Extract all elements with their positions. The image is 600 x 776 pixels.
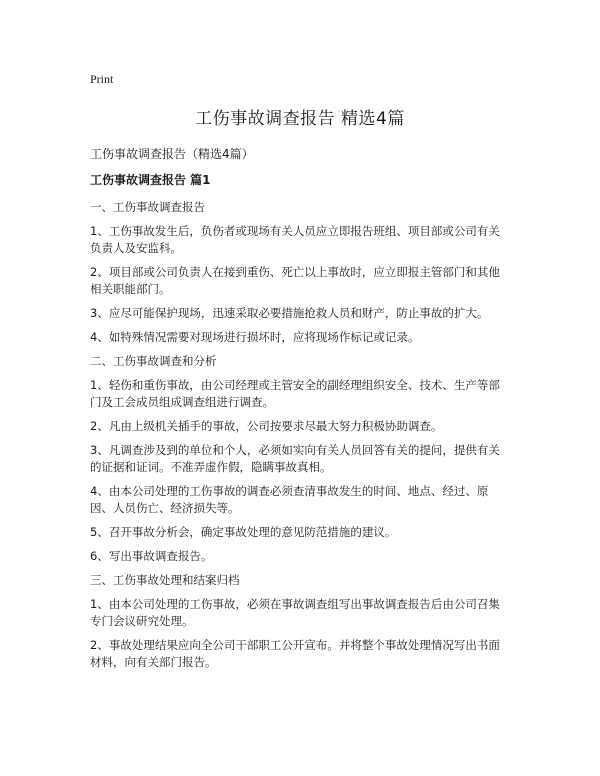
paragraph: 4、由本公司处理的工伤事故的调查必须查清事故发生的时间、地点、经过、原因、人员伤亡、经济损失等。 [90, 484, 489, 515]
paragraph: 3、凡调查涉及到的单位和个人，必须如实向有关人员回答有关的提问，提供有关的证据和证词。不准弄虚作假，隐瞒事故真相。 [90, 443, 500, 474]
document-subtitle: 工伤事故调查报告（精选4篇） [90, 147, 254, 161]
paragraph-heading-1: 一、工伤事故调查报告 [90, 200, 205, 214]
print-label: Print [90, 72, 114, 86]
paragraph: 1、工伤事故发生后，负伤者或现场有关人员应立即报告班组、项目部或公司有关负责人及安监科。 [90, 224, 500, 255]
paragraph-heading-2: 二、工伤事故调查和分析 [90, 354, 217, 368]
paragraph: 3、应尽可能保护现场，迅速采取必要措施抢救人员和财产，防止事故的扩大。 [90, 306, 489, 320]
paragraph: 2、项目部或公司负责人在接到重伤、死亡以上事故时，应立即报主管部门和其他相关职能部门。 [90, 265, 500, 296]
paragraph: 1、轻伤和重伤事故，由公司经理或主管安全的副经理组织安全、技术、生产等部门及工会成员组成调查组进行调查。 [90, 378, 500, 409]
paragraph: 6、写出事故调查报告。 [90, 549, 213, 563]
section-heading: 工伤事故调查报告 篇1 [90, 173, 211, 187]
paragraph-heading-3: 三、工伤事故处理和结案归档 [90, 573, 240, 587]
document-title: 工伤事故调查报告 精选4篇 [195, 109, 405, 129]
paragraph: 2、事故处理结果应向全公司干部职工公开宣布。并将整个事故处理情况写出书面材料，向有关部门报告。 [90, 638, 500, 669]
paragraph: 4、如特殊情况需要对现场进行损坏时，应将现场作标记或记录。 [90, 330, 420, 344]
paragraph: 5、召开事故分析会，确定事故处理的意见防范措施的建议。 [90, 525, 397, 539]
paragraph: 2、凡由上级机关插手的事故，公司按要求尽最大努力积极协助调查。 [90, 419, 443, 433]
paragraph: 1、由本公司处理的工伤事故，必须在事故调查组写出事故调查报告后由公司召集专门会议研究处理。 [90, 597, 500, 628]
